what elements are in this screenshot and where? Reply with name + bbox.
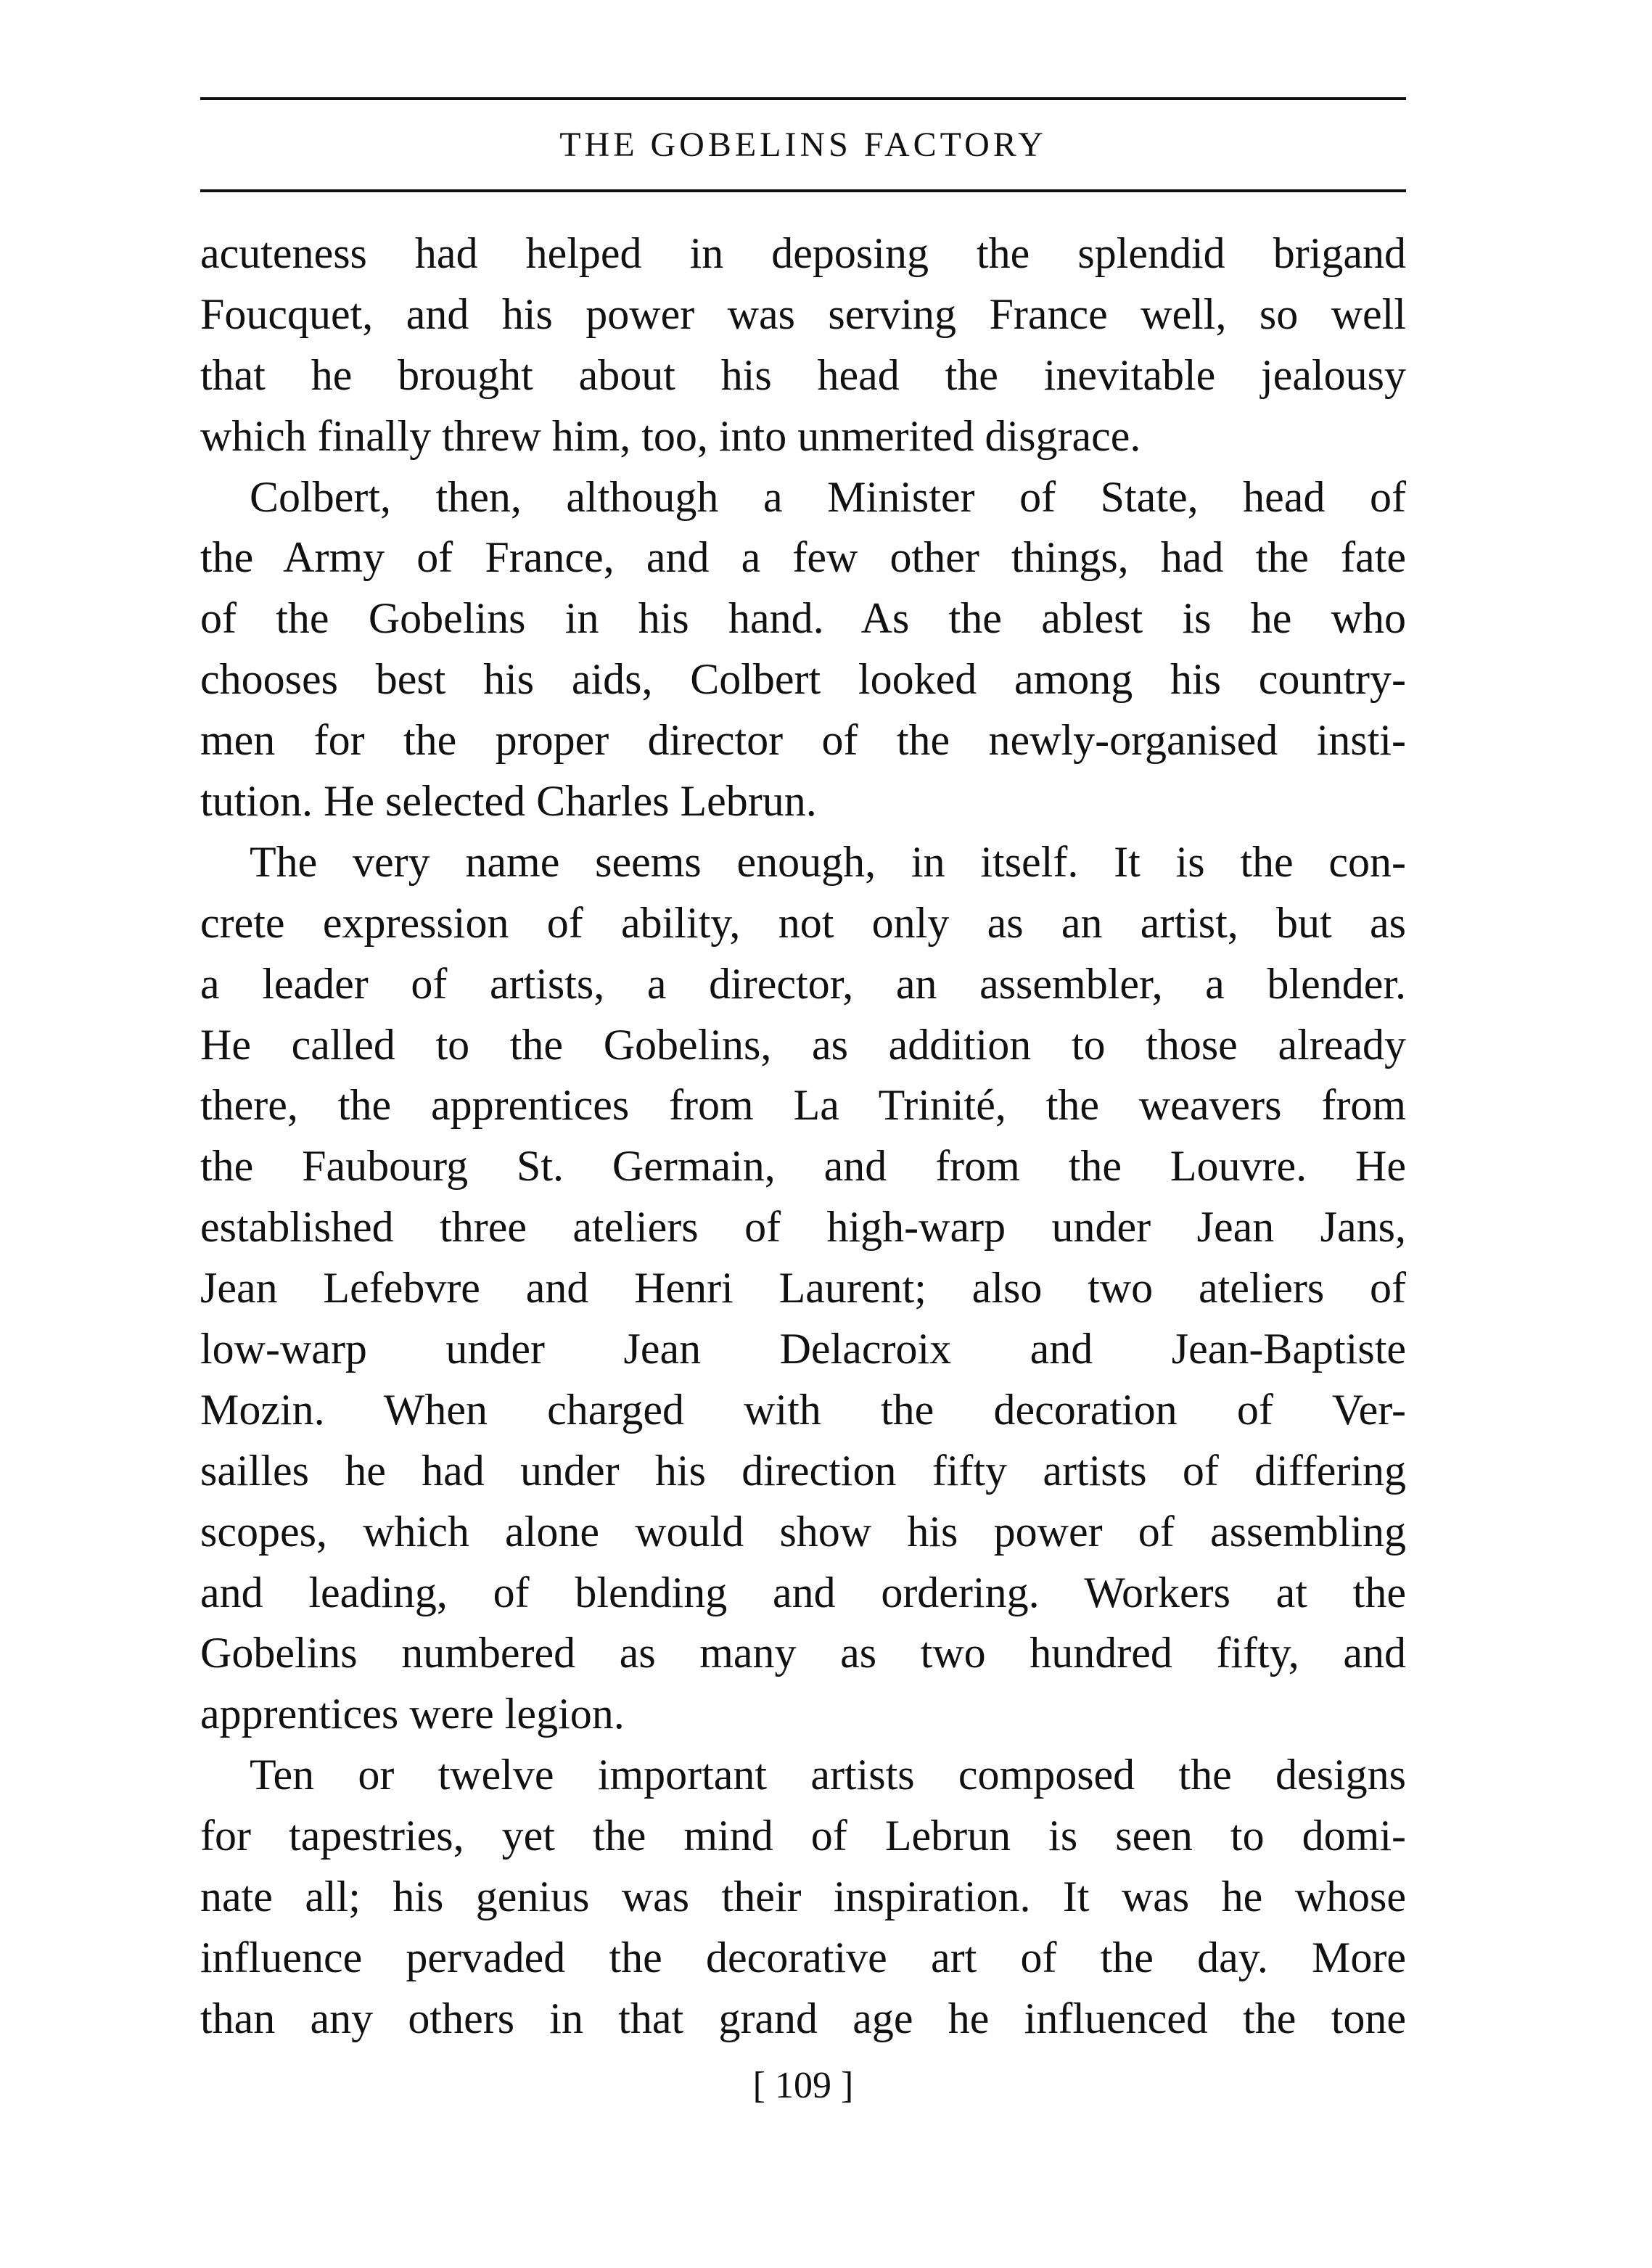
text-line: a leader of artists, a director, an assembler, a blender. xyxy=(200,959,1406,1008)
text-line: Mozin. When charged with the decoration of Ver- xyxy=(200,1385,1406,1434)
text-line: chooses best his aids, Colbert looked among his country- xyxy=(200,655,1406,704)
text-line: which finally threw him, too, into unmerited disgrace. xyxy=(200,411,1141,460)
text-line: Gobelins numbered as many as two hundred fifty, and xyxy=(200,1629,1406,1677)
paragraph xyxy=(200,467,1406,832)
body-text xyxy=(200,223,1406,2050)
text-line: Ten or twelve important artists composed the designs xyxy=(250,1751,1406,1799)
text-line: the Army of France, and a few other things, had the fate xyxy=(200,533,1406,582)
header-rule-top xyxy=(200,97,1406,100)
page-number: [ 109 ] xyxy=(752,2065,854,2106)
text-line: that he brought about his head the inevitable jealousy xyxy=(200,350,1406,399)
text-line: and leading, of blending and ordering. Workers at the xyxy=(200,1568,1406,1616)
text-line: influence pervaded the decorative art of the day. More xyxy=(200,1933,1406,1981)
text-line: nate all; his genius was their inspiration. It was he whose xyxy=(200,1873,1406,1921)
paragraph xyxy=(200,223,1406,467)
paragraph xyxy=(200,832,1406,1745)
text-line: scopes, which alone would show his power of assembling xyxy=(200,1507,1406,1556)
running-head-title: THE GOBELINS FACTORY xyxy=(559,126,1047,164)
text-line: sailles he had under his direction fifty artists of differing xyxy=(200,1446,1406,1495)
text-line: than any others in that grand age he influenced the tone xyxy=(200,1994,1406,2042)
text-line: tution. He selected Charles Lebrun. xyxy=(200,777,817,826)
text-line: acuteness had helped in deposing the splendid brigand xyxy=(200,229,1406,277)
text-line: Colbert, then, although a Minister of State, head of xyxy=(250,472,1406,521)
paragraph xyxy=(200,1745,1406,2049)
text-line: crete expression of ability, not only as an artist, but as xyxy=(200,898,1406,947)
text-line: for tapestries, yet the mind of Lebrun is seen to domi- xyxy=(200,1812,1406,1860)
text-line: Foucquet, and his power was serving France well, so well xyxy=(200,289,1406,338)
text-line: established three ateliers of high-warp under Jean Jans, xyxy=(200,1203,1406,1252)
text-line: there, the apprentices from La Trinité, the weavers from xyxy=(200,1081,1406,1130)
text-line: The very name seems enough, in itself. It is the con- xyxy=(250,837,1406,886)
text-line: men for the proper director of the newly-organised insti- xyxy=(200,716,1406,765)
header-rule-bottom xyxy=(200,189,1406,192)
text-line: the Faubourg St. Germain, and from the Louvre. He xyxy=(200,1142,1406,1191)
text-line: of the Gobelins in his hand. As the ablest is he who xyxy=(200,594,1406,643)
text-line: apprentices were legion. xyxy=(200,1690,625,1738)
text-line: Jean Lefebvre and Henri Laurent; also two ateliers of xyxy=(200,1264,1406,1312)
text-line: He called to the Gobelins, as addition to those already xyxy=(200,1020,1406,1069)
text-line: low-warp under Jean Delacroix and Jean-Baptiste xyxy=(200,1325,1406,1373)
